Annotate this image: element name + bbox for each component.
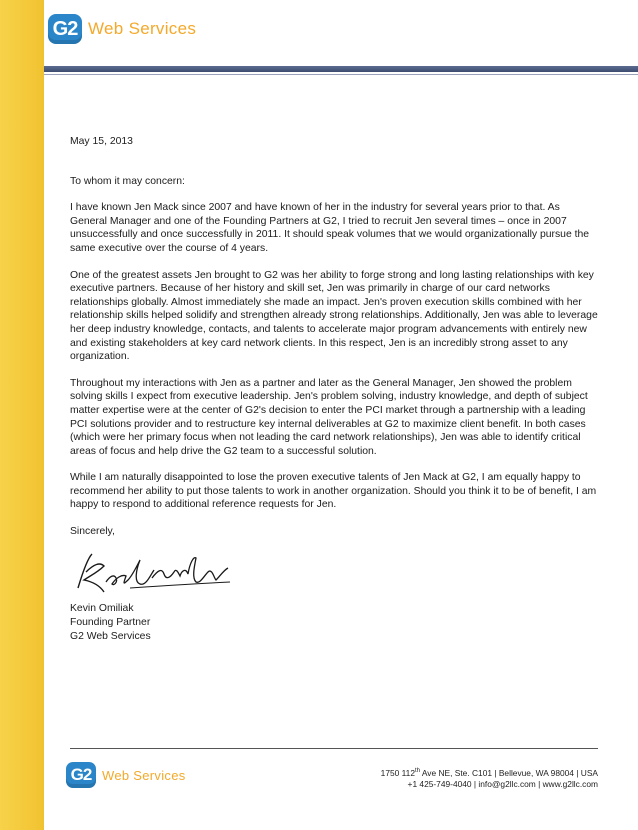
header-divider-thin [44,74,638,75]
signer-company: G2 Web Services [70,631,151,643]
letter-date: May 15, 2013 [70,136,133,147]
g2-logo-mark: G2 [48,14,82,44]
g2-logo-mark-footer: G2 [66,762,96,788]
header-logo [48,14,196,44]
header-divider [44,66,638,72]
footer-divider [70,748,598,749]
paragraph-4: While I am naturally disappointed to lose the proven executive talents of Jen Mack at G2, I am equally happy to recommend her ability to put those talents to work in another organization. Should you think it to be of benefit, I am happy to respond to additional reference requests for Jen. [70,472,597,511]
handwritten-signature [70,548,240,598]
logo-company-name: Web Services [88,19,197,38]
contact-line: +1 425-749-4040 | info@g2llc.com | www.g2llc.com [407,778,598,789]
salutation: To whom it may concern: [70,175,185,187]
signer-name: Kevin Omiliak [70,603,134,615]
footer-address [381,766,598,790]
letter-body [70,135,598,644]
paragraph-1: I have known Jen Mack since 2007 and have known of her in the industry for several years prior to that. As General Manager and one of the Founding Partners at G2, I tried to recruit Jen several times – once in 2007 unsuccessfully and once successfully in 2011. It should speak volumes that we would organizationally pursue the same executive over the course of 4 years. [70,202,590,254]
paragraph-2: One of the greatest assets Jen brought to G2 was her ability to forge strong and long lasting relationships with key executive partners. Because of her history and skill set, Jen was primarily in charge of our card networks relationships globally. Almost immediately she made an impact. Jen's proven execution skills combined with her relationship skills helped solidify and strengthen already strong relationships. Additionally, Jen was able to leverage her deep industry knowledge, contacts, and talents to accelerate major program advancements with entirely new and existing stakeholders at key card network clients. In this respect, Jen is an incredibly strong asset to any organization. [70,269,598,363]
street-address: 1750 112th Ave NE, Ste. C101 | Bellevue, WA 98004 | USA [380,767,598,778]
footer-logo [66,762,186,788]
paragraph-3: Throughout my interactions with Jen as a partner and later as the General Manager, Jen showed the problem solving skills I expect from executive leadership. Jen's problem solving, industry knowledge, and depth of subject matter expertise were at the center of G2's decision to enter the PCI market through a partnership with a leading PCI solutions provider and to restructure key internal deliverables at G2 to maximize client benefit. In both cases (which were her primary focus when not leading the card network relationships), Jen was able to identify critical areas of focus and help drive the G2 team to a successful solution. [70,377,588,457]
yellow-side-bar [0,0,44,830]
closing: Sincerely, [70,526,115,538]
signature-block [70,602,598,644]
signer-title: Founding Partner [70,617,151,629]
footer-company-name: Web Services [102,767,186,783]
